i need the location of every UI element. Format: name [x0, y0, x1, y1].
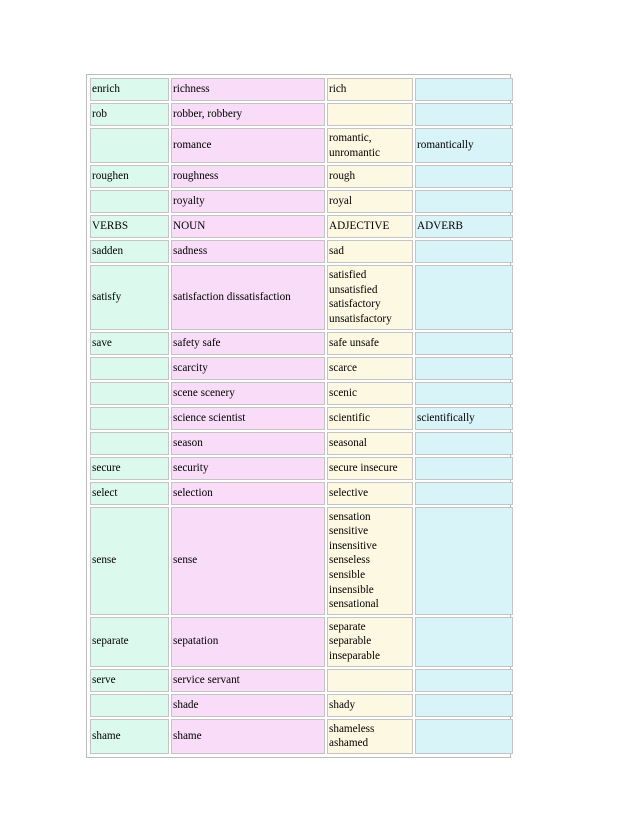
verb-cell — [90, 190, 169, 213]
noun-cell: shame — [171, 719, 325, 754]
verb-cell — [90, 407, 169, 430]
verb-cell: secure — [90, 457, 169, 480]
adverb-cell — [415, 669, 513, 692]
verb-cell: VERBS — [90, 215, 169, 238]
adjective-cell — [327, 332, 413, 355]
adjective-line: royal — [329, 195, 352, 208]
adjective-cell — [327, 482, 413, 505]
table-row — [90, 482, 513, 505]
noun-cell: season — [171, 432, 325, 455]
adjective-line: shady — [329, 698, 356, 711]
verb-cell: satisfy — [90, 265, 169, 329]
word-forms-table-body — [90, 78, 513, 754]
verb-cell: enrich — [90, 78, 169, 101]
adverb-cell — [415, 482, 513, 505]
adverb-cell — [415, 617, 513, 667]
noun-cell: sense — [171, 507, 325, 615]
verb-cell — [90, 382, 169, 405]
adverb-cell — [415, 432, 513, 455]
adjective-line: shameless — [329, 722, 375, 735]
adjective-line: rough — [329, 170, 356, 183]
verb-cell — [90, 432, 169, 455]
table-row — [90, 332, 513, 355]
adverb-cell — [415, 357, 513, 380]
adjective-line: satisfied — [329, 269, 367, 282]
verb-cell: select — [90, 482, 169, 505]
word-forms-table — [88, 76, 515, 756]
adverb-cell — [415, 78, 513, 101]
noun-cell: romance — [171, 128, 325, 163]
table-row — [90, 432, 513, 455]
noun-cell: roughness — [171, 165, 325, 188]
adjective-line: ADJECTIVE — [329, 220, 390, 233]
table-row — [90, 78, 513, 101]
adjective-line: scenic — [329, 386, 357, 399]
adjective-cell — [327, 240, 413, 263]
adjective-cell — [327, 694, 413, 717]
adverb-cell — [415, 507, 513, 615]
adjective-line: selective — [329, 486, 369, 499]
table-row — [90, 719, 513, 754]
verb-cell: sadden — [90, 240, 169, 263]
adjective-cell — [327, 78, 413, 101]
adjective-cell — [327, 265, 413, 329]
adverb-cell — [415, 332, 513, 355]
table-row — [90, 507, 513, 615]
adjective-cell — [327, 190, 413, 213]
table-row — [90, 240, 513, 263]
word-forms-table-frame — [86, 74, 511, 758]
table-row — [90, 669, 513, 692]
table-row — [90, 407, 513, 430]
adjective-line: sensation — [329, 510, 371, 523]
adjective-cell — [327, 457, 413, 480]
adverb-cell — [415, 265, 513, 329]
table-row — [90, 617, 513, 667]
verb-cell: roughen — [90, 165, 169, 188]
adjective-line: ashamed — [329, 737, 369, 750]
verb-cell: separate — [90, 617, 169, 667]
adjective-line: insensible — [329, 583, 374, 596]
adjective-line: rich — [329, 83, 347, 96]
adjective-cell — [327, 215, 413, 238]
adjective-line: satisfactory — [329, 298, 381, 311]
adjective-line: scarce — [329, 361, 357, 374]
adjective-line: insensitive — [329, 539, 377, 552]
table-row — [90, 190, 513, 213]
adjective-cell — [327, 103, 413, 126]
adjective-line: sad — [329, 245, 344, 258]
noun-cell: robber, robbery — [171, 103, 325, 126]
adjective-cell — [327, 165, 413, 188]
verb-cell: shame — [90, 719, 169, 754]
adverb-cell — [415, 457, 513, 480]
noun-cell: scarcity — [171, 357, 325, 380]
adjective-line: separate — [329, 620, 366, 633]
noun-cell: royalty — [171, 190, 325, 213]
noun-cell: security — [171, 457, 325, 480]
verb-cell: serve — [90, 669, 169, 692]
adjective-line: sensible — [329, 568, 366, 581]
adverb-cell — [415, 694, 513, 717]
adverb-cell: ADVERB — [415, 215, 513, 238]
adjective-cell — [327, 719, 413, 754]
noun-cell: sepatation — [171, 617, 325, 667]
table-row — [90, 265, 513, 329]
adjective-line: sensitive — [329, 525, 369, 538]
adjective-line: senseless — [329, 554, 371, 567]
adverb-cell — [415, 190, 513, 213]
adjective-cell — [327, 432, 413, 455]
adjective-line: seasonal — [329, 436, 367, 449]
adjective-line: inseparable — [329, 649, 380, 662]
adjective-line: safe unsafe — [329, 336, 380, 349]
adverb-cell — [415, 240, 513, 263]
table-row — [90, 128, 513, 163]
verb-cell: sense — [90, 507, 169, 615]
adjective-line: unromantic — [329, 146, 380, 159]
adjective-cell — [327, 382, 413, 405]
adjective-line: secure insecure — [329, 461, 398, 474]
adverb-cell — [415, 103, 513, 126]
table-row — [90, 457, 513, 480]
noun-cell: NOUN — [171, 215, 325, 238]
adjective-cell — [327, 507, 413, 615]
adjective-line: unsatisfied — [329, 283, 378, 296]
adverb-cell — [415, 719, 513, 754]
adjective-line: separable — [329, 635, 372, 648]
adjective-cell — [327, 357, 413, 380]
adjective-cell — [327, 407, 413, 430]
table-row — [90, 165, 513, 188]
adjective-line: scientific — [329, 411, 371, 424]
table-row — [90, 382, 513, 405]
adverb-cell: scientifically — [415, 407, 513, 430]
adverb-cell — [415, 382, 513, 405]
noun-cell: selection — [171, 482, 325, 505]
adverb-cell: romantically — [415, 128, 513, 163]
verb-cell — [90, 694, 169, 717]
adjective-cell — [327, 617, 413, 667]
table-row — [90, 357, 513, 380]
noun-cell: satisfaction dissatisfaction — [171, 265, 325, 329]
verb-cell: rob — [90, 103, 169, 126]
adjective-line: romantic, — [329, 132, 372, 144]
noun-cell: science scientist — [171, 407, 325, 430]
adjective-cell — [327, 128, 413, 163]
table-row — [90, 103, 513, 126]
noun-cell: shade — [171, 694, 325, 717]
verb-cell — [90, 128, 169, 163]
noun-cell: sadness — [171, 240, 325, 263]
verb-cell: save — [90, 332, 169, 355]
noun-cell: scene scenery — [171, 382, 325, 405]
verb-cell — [90, 357, 169, 380]
table-row — [90, 694, 513, 717]
noun-cell: richness — [171, 78, 325, 101]
adjective-cell — [327, 669, 413, 692]
adverb-cell — [415, 165, 513, 188]
noun-cell: safety safe — [171, 332, 325, 355]
noun-cell: service servant — [171, 669, 325, 692]
table-row — [90, 215, 513, 238]
adjective-line: unsatisfactory — [329, 312, 392, 325]
adjective-line: sensational — [329, 598, 379, 611]
